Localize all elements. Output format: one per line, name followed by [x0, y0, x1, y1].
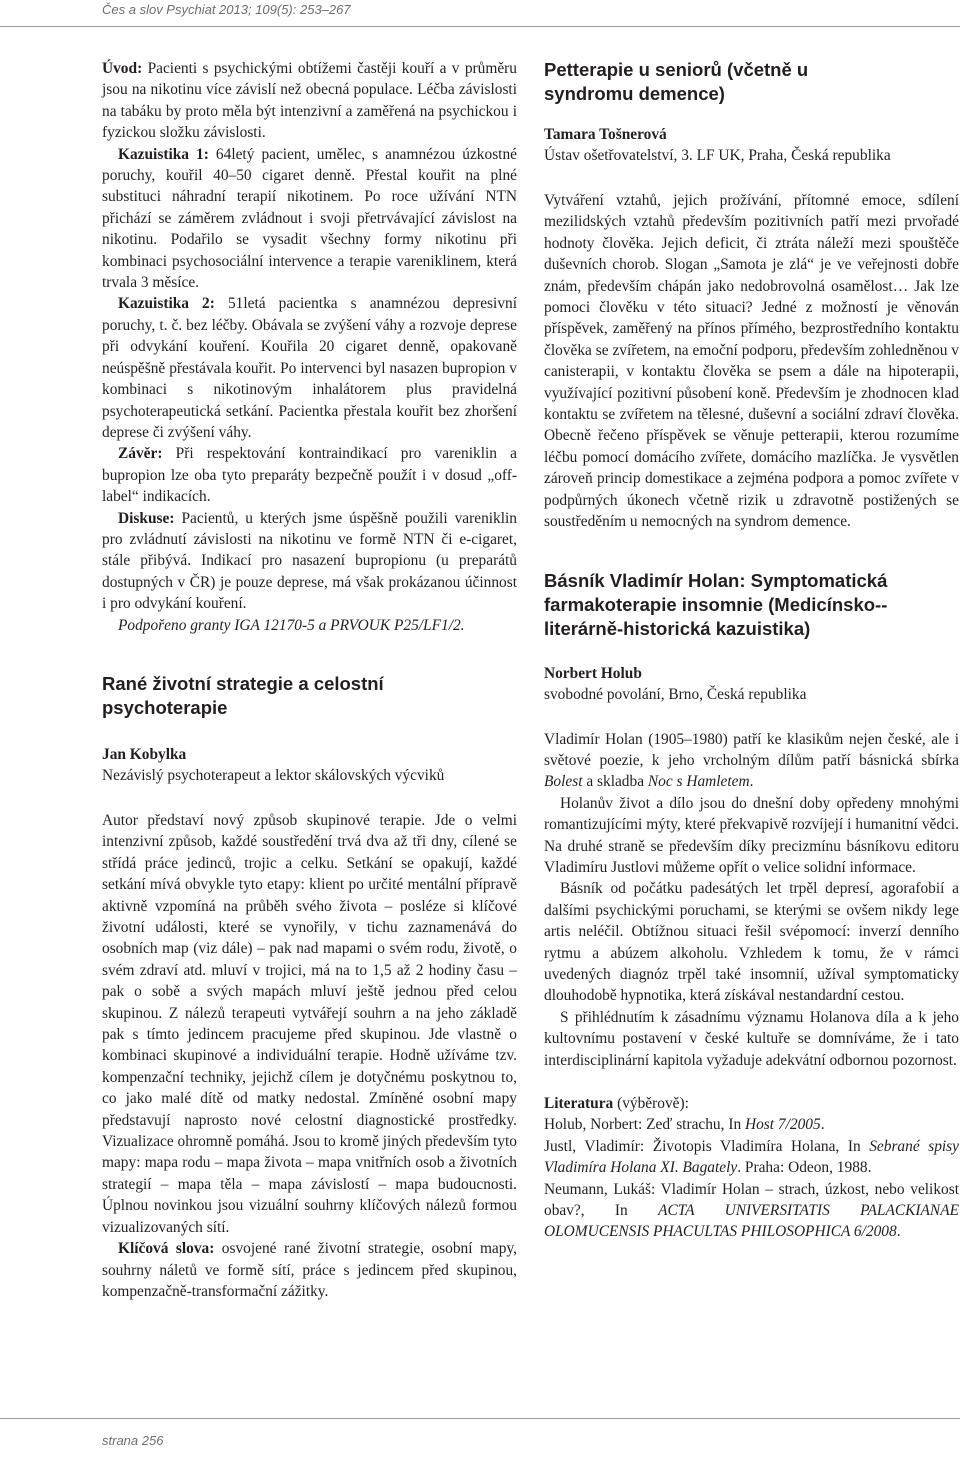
article2-body: Autor představí nový způsob skupinové terapie. Jde o velmi intenzivní způsob, každé soustředění trvá dva až tři dny, cílené se střídá práce jedinců, trojic a celku. Setkání se opakují, každé setkání mívá obvykle tyto etapy: klient po určité mentální přípravě aktivně vzpomíná na průběh svého života – posléze si klíčové životní události, které se vynořily, v tichu zaznamenává do osobních map (viz dále) – pak nad mapami o svém rodu, životě, o svém zdraví atd. mluví v trojici, má na to 1,5 až 2 hodiny času – pak o sobě a svých mapách mluví ještě jednou před celou skupinou. Z nálezů terapeuti vytvářejí souhrn a na jeho základě pak s tímto jedincem pracujeme před skupinou. Jde vlastně o kombinaci skupinové a individuální terapie. Hodně užíváme tzv. kompenzační techniky, jejichž cílem je dotyčnému poskytnou to, co jako malé dítě od matky nedostal. Zmíněné osobní mapy představují naprosto nové celostní diagnostické prostředky. Vizualizace ohromně pomáhá. Jsou to kromě jiných především tyto mapy: mapa rodu – mapa života – mapa vnitřních osob a životních strategií – mapa těla – mapa závislostí – mapa budoucnosti. Úplnou novinkou jsou vizuální souhrny klíčových nálezů formou vizualizovaných sítí.: [102, 811, 517, 1236]
literature-note: (výběrově):: [613, 1095, 689, 1112]
article2-title: Rané životní strategie a celostní psychoterapie: [102, 672, 384, 718]
ref3-text: Neumann, Lukáš: Vladimír Holan – strach, úzkost, nebo velikost obav?, In: [544, 1180, 959, 1220]
keywords-label: Klíčová slova:: [118, 1240, 215, 1258]
article2-keywords: [102, 1238, 517, 1302]
article4-paragraph-1: [544, 729, 959, 793]
article3-body: Vytváření vztahů, jejich prožívání, přítomné emoce, sdílení mezilidských vztahů především pozitivních patří mezi prvořadé hodnoty člověka. Jejich deficit, či ztráta náleží mezi spouštěče duševních chorob. Slogan „Samota je zlá“ je ve veřejnosti dobře znám, především chápán jako nedobrovolná osamělost… Jak lze pomoci člověku v této situaci? Jedné z možností je věnován příspěvek, zaměřený na přínos přímého, bezprostředního kontaktu člověka se zvířetem, na emoční podporu, především zohledněnou v canisterapii, v kontaktu člověka se psem a dále na hipoterapii, využívající pozitivní působení koně. Především je zhodnocen klad kontaktu se zvířetem na tělesné, duševní a sociální zdraví člověka. Obecně řečeno příspěvek se věnuje petterapii, kterou rozumíme léčbu pomocí domácího zvířete, domácího mazlíčka. Je vysvětlen zároveň princip domestikace a zejména podpora a pomoc zvířete v podpůrných úkonech včetně rizik u zdravotně postižených se soustředěním u nemocných na syndrom demence.: [544, 192, 959, 531]
p1-text-end: .: [749, 773, 754, 791]
ref1-end: .: [820, 1116, 825, 1134]
discussion-paragraph: [102, 508, 517, 615]
keywords-text: osvojené rané životní strategie, osobní mapy, souhrny náletů ve formě sítí, práce s jedincem před skupinou, kompenzačně-transformační zážitky.: [102, 1240, 517, 1300]
journal-header: Čes a slov Psychiat 2013; 109(5): 253–267: [102, 2, 351, 17]
article3-affiliation: Ústav ošetřovatelství, 3. LF UK, Praha, Česká republika: [544, 147, 891, 164]
literature-heading: [544, 1093, 959, 1114]
work-title-bolest: Bolest: [544, 773, 583, 791]
article2-author: Jan Kobylka: [102, 745, 187, 763]
ref3-source: ACTA UNIVERSITATIS PALACKIANAE OLOMUCENSIS PHACULTAS PHILOSOPHICA 6/2008: [544, 1202, 959, 1241]
reference-2: [544, 1136, 959, 1179]
article4-paragraph-4: S přihlédnutím k zásadnímu významu Holanova díla a k jeho kultovnímu postavení v české kultuře se domníváme, že i tato interdisciplinární kapitola vyžaduje adekvátní odbornou pozornost.: [544, 1008, 959, 1069]
article4-affiliation: svobodné povolání, Brno, Česká republika: [544, 685, 807, 703]
ref1-text: Holub, Norbert: Zeď strachu, In: [544, 1116, 745, 1134]
reference-1: [544, 1114, 959, 1135]
intro-text: Pacienti s psychickými obtížemi častěji kouří a v průměru jsou na nikotinu více závislí než obecná populace. Léčba závislosti na tabáku by proto měla být intenzivní a zaměřená na psychickou i fyzickou složku závislosti.: [102, 60, 517, 142]
case1-paragraph: [102, 144, 517, 294]
left-column: [102, 58, 517, 1302]
article4-paragraph-2: Holanův život a dílo jsou do dnešní doby opředeny mnohými romantizujícími mýty, které překvapivě rozvíjejí i humanitní vědci. Na druhé straně se především díky precizmínu básníkovu editoru Vladimíru Justlovi můžeme opřít o velice solidní informace.: [544, 794, 959, 876]
article4-paragraph-3: Básník od počátku padesátých let trpěl depresí, agorafobií a dalšími psychickými poruchami, se kterými se ovšem nikdy lege artis neléčil. Obtížnou situaci řešil svépomocí: inverzí denního rytmu a abúzem alkoholu. Vzhledem k tomu, že v rámci uvedených diagnóz trpěl také insomnií, užíval symptomaticky dlouhodobě hypnotika, která získával nestandardní cestou.: [544, 880, 959, 1005]
footer-rule: [0, 1418, 960, 1419]
ref2-end: . Praha: Odeon, 1988.: [737, 1159, 872, 1177]
conclusion-text: Při respektování kontraindikací pro vareniklin a bupropion lze oba tyto preparáty bezpečně použít i v dosud „off-label“ indikacích.: [102, 445, 517, 506]
article4-title: Básník Vladimír Holan: Symptomatická farmakoterapie insomnie (Medicínsko--literárně-historická kazuistika): [544, 569, 888, 639]
case1-label: Kazuistika 1:: [118, 145, 209, 163]
case1-text: 64letý pacient, umělec, s anamnézou úzkostné poruchy, kouřil 40–50 cigaret denně. Přestal kouřit na plné substituci náhradní terapií nikotinem. Po roce užívání NTN přichází se záměrem zvládnout i svoji přetrvávající závislost na nikotinu. Podařilo se vysadit všechny formy nikotinu při kombinaci psychosociální intervence a terapie vareniklinem, která trvala 3 měsíce.: [102, 145, 517, 292]
article4-author: Norbert Holub: [544, 664, 642, 682]
ref3-end: .: [896, 1223, 901, 1241]
case2-label: Kazuistika 2:: [118, 295, 215, 313]
right-column: [544, 58, 959, 1243]
case2-text: 51letá pacientka s anamnézou depresivní poruchy, t. č. bez léčby. Obávala se zvýšení váhy a rozvoje deprese při odvykání kouření. Kouřila 20 cigaret denně, opakovaně neúspěšně přestávala kouřit. Po intervenci byl nasazen bupropion v kombinaci s nikotinovým inhalátorem plus pravidelná psychoterapeutická setkání. Pacientka přestala kouřit bez zhoršení deprese či zvýšení váhy.: [102, 295, 517, 441]
ref1-source: Host 7/2005: [745, 1116, 821, 1134]
conclusion-label: Závěr:: [118, 445, 163, 463]
discussion-label: Diskuse:: [118, 509, 175, 527]
discussion-text: Pacientů, u kterých jsme úspěšně použili vareniklin pro zvládnutí závislosti na nikotinu ve formě NTN či e-cigaret, stále přibývá. Indikací pro nasazení bupropionu (u preparátů dostupných v ČR) je pouze deprese, má však prokázanou účinnost i pro odvykání kouření.: [102, 509, 517, 613]
work-title-hamlet: Noc s Hamletem: [647, 773, 750, 791]
literature-label: Literatura: [544, 1095, 614, 1112]
grant-note: [102, 615, 517, 636]
intro-paragraph: [102, 58, 517, 144]
case2-paragraph: [102, 293, 517, 443]
intro-label: Úvod:: [102, 60, 143, 77]
article3-title: Petterapie u seniorů (včetně u syndromu demence): [544, 59, 809, 104]
article3-author: Tamara Tošnerová: [544, 126, 667, 143]
p1-text-mid: a skladba: [582, 773, 648, 791]
ref2-source: Sebrané spisy Vladimíra Holana XI. Bagately: [544, 1137, 959, 1177]
reference-3: [544, 1179, 959, 1243]
page-number: strana 256: [102, 1433, 164, 1448]
grant-text: Podpořeno granty IGA 12170-5 a PRVOUK P25/LF1/2.: [118, 616, 465, 634]
ref2-text: Justl, Vladimír: Životopis Vladimíra Holana, In: [544, 1137, 870, 1155]
header-rule: [0, 26, 960, 27]
p1-text: Vladimír Holan (1905–1980) patří ke klasikům nejen české, ale i světové poezie, k jeho vrcholným dílům patří básnická sbírka: [544, 730, 959, 769]
conclusion-paragraph: [102, 443, 517, 507]
article2-affiliation: Nezávislý psychoterapeut a lektor skálovských výcviků: [102, 766, 445, 784]
